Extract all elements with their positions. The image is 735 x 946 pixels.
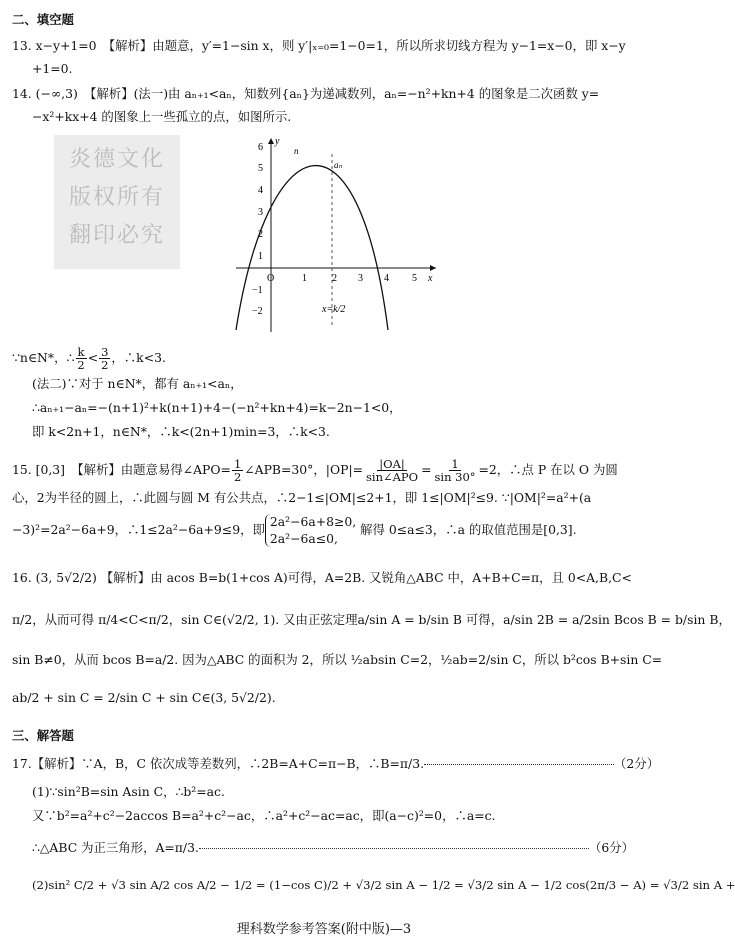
- leader-dots: [424, 764, 614, 765]
- q15-l3-b: 解得 0≤a≤3，∴a 的取值范围是[0,3].: [360, 522, 577, 538]
- q15-l1-b: ∠APB=30°，|OP|=: [244, 462, 363, 478]
- x-tick-3: 3: [358, 273, 363, 284]
- q16-line1: [12, 572, 632, 584]
- q17-l1: 17.【解析】∵A，B，C 依次成等差数列，∴2B=A+C=π−B，∴B=π/3.: [12, 756, 425, 771]
- fraction-oa-sin: $\frac{|OA|}{\text{sin∠APO}}$: [366, 457, 419, 485]
- point-an-label: aₙ: [334, 160, 343, 170]
- q17-points-6: （6分）: [588, 840, 634, 855]
- q14-c1-end: ，∴k<3.: [111, 350, 166, 366]
- watermark-line1: 炎德文化: [68, 147, 165, 172]
- x-tick-2: 2: [332, 273, 337, 284]
- inequality-system: 2a²−6a+8≥0, 2a²−6a≤0,: [265, 514, 356, 547]
- q16-line3: sin B≠0，从而 bcos B=a/2. 因为△ABC 的面积为 2，所以 ½absin C=2，½ab=2/sin C，所以 b²cos B+sin C=: [12, 652, 663, 667]
- y-tick-2: 2: [258, 229, 263, 240]
- y-axis-arrow: [268, 138, 274, 144]
- q16-l1: 【解析】由 acos B=b(1+cos A)可得，A=2B. 又锐角△ABC 中，A+B+C=π，且 0<A,B,C<: [100, 570, 632, 585]
- q14-line1: 14. (−∞,3) 【解析】(法一)由 aₙ₊₁<aₙ，知数列{aₙ}为递减数列，aₙ=−n²+kn+4 的图象是二次函数 y=: [12, 86, 600, 101]
- q15-line2: 心，2为半径的圆上，∴此圆与圆 M 有公共点，∴2−1≤|OM|≤2+1，即 1≤|OM|²≤9. ∵|OM|²=a²+(a: [12, 490, 592, 505]
- q17-line4: [32, 842, 634, 854]
- page-footer: 理科数学参考答案(附中版)—3: [236, 922, 412, 937]
- q16-line4: ab/2 + sin C = 2/sin C + sin C∈(3, 5√2/2).: [12, 690, 276, 705]
- symmetry-axis-label: x=k/2: [322, 304, 346, 315]
- q15-l1-c: =: [421, 462, 432, 478]
- point-n-label: n: [294, 146, 299, 156]
- q16-l2-a: π/2，从而可得 π/4<C<π/2，sin C∈(√2/2, 1). 又由正弦定理: [12, 612, 358, 627]
- y-tick-5: 5: [258, 163, 263, 174]
- x-tick-5: 5: [412, 273, 417, 284]
- q17-l4: ∴△ABC 为正三角形，A=π/3.: [32, 840, 199, 855]
- q13-line1: 13. x−y+1=0 【解析】由题意，y′=1−sin x，则 y′|ₓ₌₀=1−0=1，所以所求切线方程为 y−1=x−0，即 x−y: [12, 38, 626, 53]
- q15-l1-a: 15. [0,3] 【解析】由题意易得∠APO=: [12, 462, 231, 478]
- q14-method2-line2: ∴aₙ₊₁−aₙ=−(n+1)²+k(n+1)+4−(−n²+kn+4)=k−2n−1<0，: [32, 400, 402, 415]
- section-heading-solutions: 三、解答题: [12, 728, 74, 743]
- q14-c1-text: ∵n∈N*，∴: [12, 350, 75, 366]
- y-tick-6: 6: [258, 142, 263, 153]
- section-heading-fill-in: 二、填空题: [12, 12, 74, 27]
- fraction-k-over-2: $\frac{k}{2}$: [77, 345, 85, 373]
- leader-dots-2: [199, 848, 589, 849]
- q17-points-2: （2分）: [614, 756, 660, 771]
- q16-answer: 16. (3, 5√2/2): [12, 570, 97, 585]
- origin-label: O: [267, 273, 275, 284]
- x-tick-4: 4: [384, 273, 389, 284]
- y-tick-neg2: −2: [252, 306, 263, 317]
- y-tick-neg1: −1: [252, 285, 263, 296]
- q17-line1: [12, 758, 659, 770]
- y-tick-1: 1: [258, 251, 263, 262]
- y-tick-4: 4: [258, 185, 263, 196]
- fraction-1-sin30: $\frac{1}{\sin 30^\circ}$: [434, 457, 476, 485]
- q14-method2-line1: (法二)∵对于 n∈N*，都有 aₙ₊₁<aₙ，: [32, 376, 243, 391]
- y-tick-3: 3: [258, 207, 263, 218]
- fraction-half: $\frac{1}{2}$: [233, 457, 242, 485]
- q16-l2-b: a/sin A = b/sin B 可得，a/sin 2B = a/2sin Bcos B = b/sin B，: [357, 612, 731, 627]
- watermark: [54, 135, 180, 269]
- q15-line1: [12, 458, 618, 483]
- q17-line3: 又∵b²=a²+c²−2accos B=a²+c²−ac，∴a²+c²−ac=ac，即(a−c)²=0，∴a=c.: [32, 808, 496, 823]
- q14-line2: −x²+kx+4 的图象上一些孤立的点，如图所示.: [32, 109, 292, 124]
- q16-line2: [12, 614, 731, 626]
- q13-line2: +1=0.: [32, 61, 73, 76]
- x-tick-1: 1: [302, 273, 307, 284]
- q17-line5: (2)sin² C/2 + √3 sin A/2 cos A/2 − 1/2 = (1−cos C)/2 + √3/2 sin A − 1/2 = √3/2 sin A − 1/2 cos(2π/3 − A) = √3/2 sin A +: [32, 878, 735, 892]
- q15-l1-d: =2，∴点 P 在以 O 为圆: [478, 462, 618, 478]
- parabola-graph: [228, 136, 442, 336]
- fraction-3-over-2: $\frac{3}{2}$: [101, 345, 109, 373]
- watermark-line3: 翻印必究: [68, 223, 165, 248]
- y-axis-label: y: [275, 136, 280, 147]
- q14-conclusion1: [12, 346, 166, 371]
- q15-l3-a: −3)²=2a²−6a+9，∴1≤2a²−6a+9≤9，即: [12, 522, 265, 538]
- q15-line3: [12, 514, 577, 547]
- watermark-line2: 版权所有: [68, 185, 165, 210]
- x-axis-arrow: [430, 265, 436, 271]
- q14-c1-lt: <: [87, 350, 99, 366]
- q14-method2-line3: 即 k<2n+1，n∈N*，∴k<(2n+1)min=3，∴k<3.: [32, 424, 330, 439]
- q17-line2: (1)∵sin²B=sin Asin C，∴b²=ac.: [32, 784, 225, 799]
- x-axis-label: x: [428, 273, 433, 284]
